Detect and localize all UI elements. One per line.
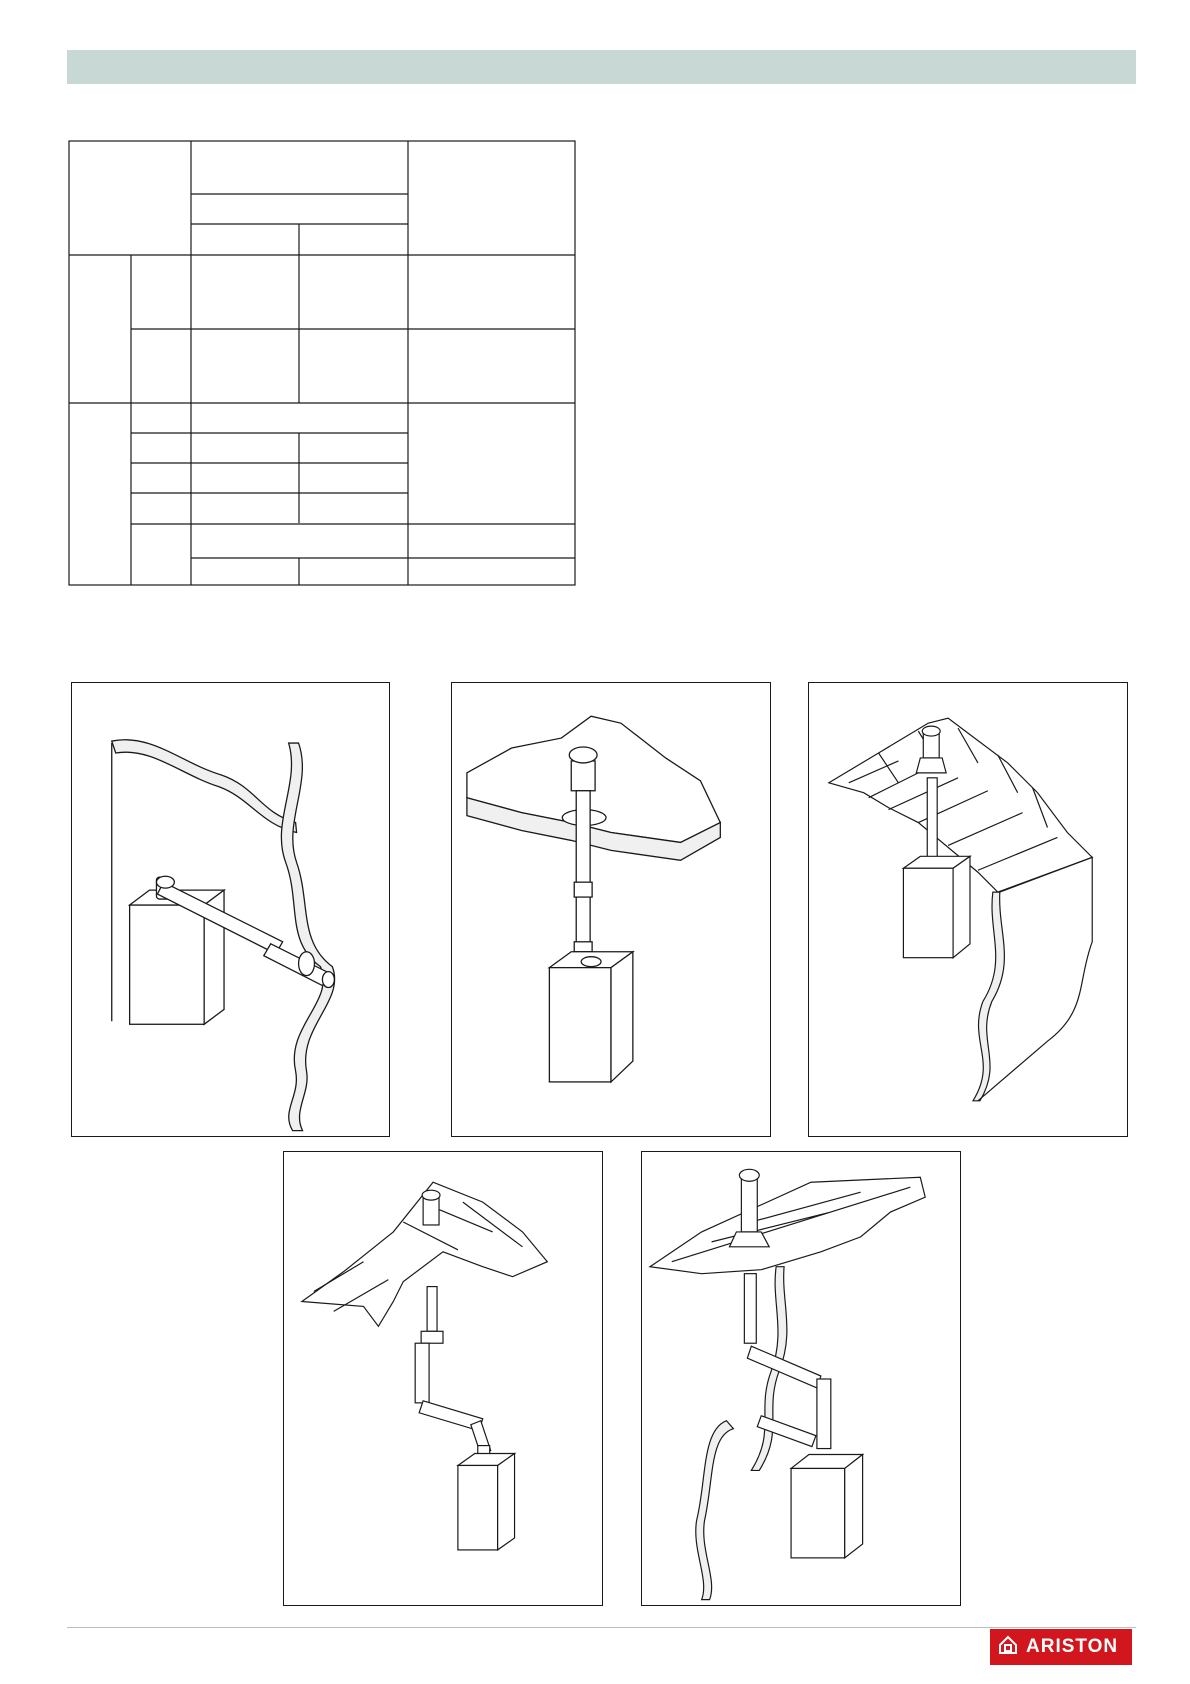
brand-name: ARISTON — [1026, 1636, 1119, 1657]
specification-table — [68, 140, 576, 586]
figure-vertical-pitched-roof-flue — [808, 682, 1128, 1137]
figure-horizontal-wall-flue — [71, 682, 390, 1137]
section-header-band — [67, 50, 1136, 84]
house-icon — [998, 1635, 1018, 1660]
footer-rule — [67, 1627, 1136, 1628]
figure-twin-pipe-roof-flue — [641, 1151, 961, 1606]
figure-vertical-flat-roof-flue — [451, 682, 771, 1137]
brand-logo — [990, 1629, 1132, 1665]
figure-vertical-pitched-roof-flue-with-offset — [283, 1151, 603, 1606]
